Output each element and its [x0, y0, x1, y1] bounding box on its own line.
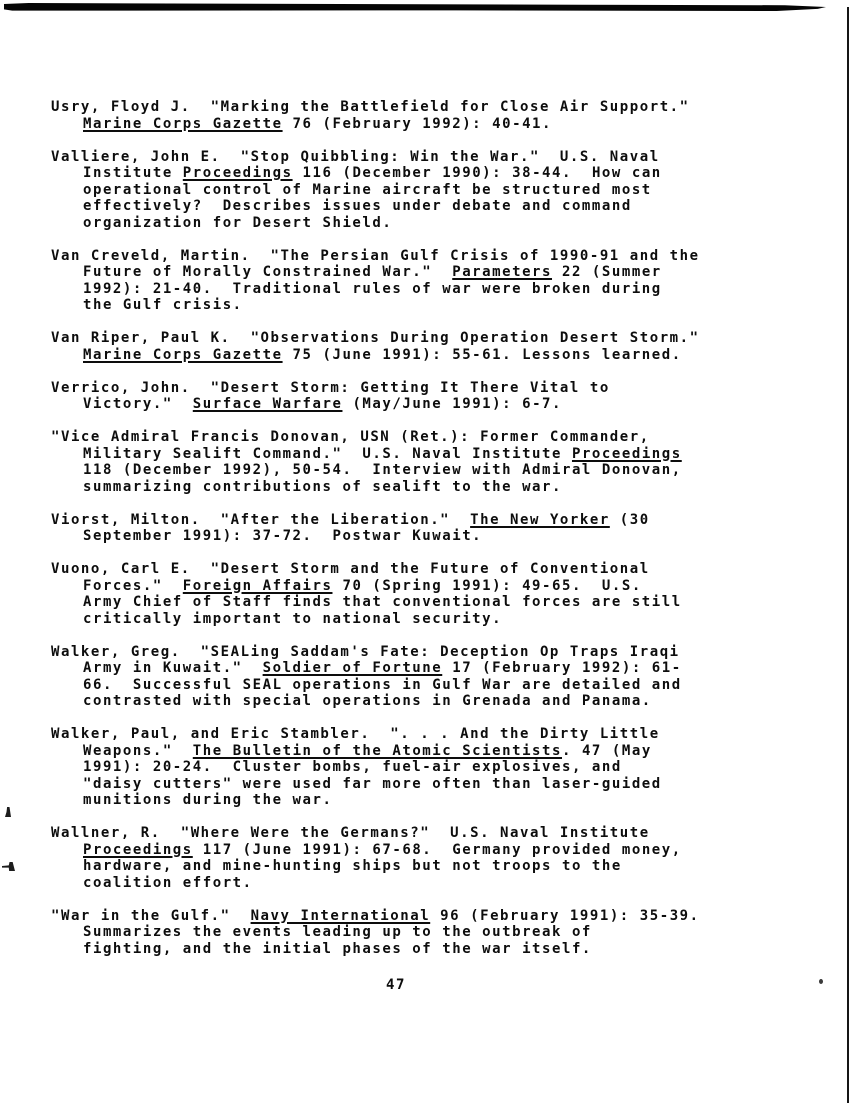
entry-line: [83, 875, 791, 892]
journal-title: Surface Warfare: [192, 396, 343, 412]
journal-title: Navy International: [250, 907, 431, 924]
entry-line: [51, 726, 791, 743]
entry-line: [83, 264, 791, 281]
bibliography-entry: [51, 825, 791, 891]
journal-title: Proceedings: [83, 841, 193, 858]
bibliography-entry: [51, 248, 791, 314]
entry-text: Walker, Greg. "SEALing Saddam's Fate: Deception Op Traps Iraqi: [51, 643, 680, 660]
entry-line: [51, 644, 791, 661]
entry-line: [51, 825, 791, 842]
scan-speck: [2, 862, 15, 871]
entry-line: [83, 941, 791, 958]
entry-text: Summarizes the events leading up to the outbreak of: [83, 924, 592, 940]
entry-text: (May/June 1991): 6-7.: [342, 396, 563, 412]
entry-text: summarizing contributions of sealift to the war.: [83, 478, 562, 495]
entry-line: [83, 462, 791, 479]
entry-line: [83, 347, 791, 364]
entry-text: "daisy cutters" were used far more often than laser-guided: [83, 775, 662, 792]
bibliography-entry: [51, 644, 791, 710]
journal-title: Marine Corps Gazette: [83, 346, 283, 363]
entry-line: [51, 380, 791, 397]
entry-line: [83, 693, 791, 710]
entry-line: [83, 281, 791, 298]
entry-line: [83, 924, 791, 941]
entry-line: [83, 198, 791, 215]
entry-text: 66. Successful SEAL operations in Gulf War are detailed and: [83, 676, 682, 693]
entry-line: [83, 792, 791, 809]
entry-line: [83, 677, 791, 694]
entry-line: [51, 248, 791, 265]
page-number: 47: [386, 977, 406, 993]
entry-text: Future of Morally Constrained War.": [83, 264, 453, 280]
bibliography-entry: [51, 99, 791, 132]
bibliography-entry: [51, 561, 791, 627]
entry-line: [83, 116, 791, 133]
entry-text: 70 (Spring 1991): 49-65. U.S.: [332, 577, 642, 594]
entry-text: Weapons.": [83, 742, 193, 759]
entry-line: [51, 429, 791, 446]
bibliography-entry: [51, 149, 791, 232]
entry-text: 22 (Summer: [552, 264, 662, 280]
entry-text: Army Chief of Staff finds that conventional forces are still: [83, 594, 682, 610]
journal-title: Proceedings: [182, 165, 293, 181]
entry-text: . 47 (May: [562, 742, 652, 759]
entry-text: organization for Desert Shield.: [83, 214, 393, 231]
entry-line: [51, 561, 791, 578]
entry-text: Military Sealift Command." U.S. Naval Institute: [83, 445, 572, 462]
scan-border-top: [4, 3, 826, 11]
journal-title: The New Yorker: [470, 511, 610, 528]
entry-text: 17 (February 1992): 61-: [442, 660, 682, 676]
entry-text: 96 (February 1991): 35-39.: [430, 907, 700, 924]
entry-line: [83, 660, 791, 677]
entry-text: fighting, and the initial phases of the war itself.: [83, 940, 592, 957]
entry-line: [51, 512, 791, 529]
entry-line: [83, 578, 791, 595]
entry-line: [83, 297, 791, 314]
bibliography-entry: [51, 512, 791, 545]
journal-title: Parameters: [452, 264, 553, 280]
bibliography-entry: [51, 908, 791, 958]
entry-text: Institute: [83, 165, 183, 181]
entry-line: [51, 99, 791, 116]
entry-line: [51, 149, 791, 166]
entry-text: Forces.": [83, 577, 183, 594]
bibliography-entry: [51, 429, 791, 495]
journal-title: Marine Corps Gazette: [83, 115, 283, 132]
entry-text: Victory.": [83, 396, 193, 412]
entry-line: [83, 611, 791, 628]
journal-title: Proceedings: [571, 445, 682, 462]
entry-text: 76 (February 1992): 40-41.: [282, 115, 553, 132]
entry-text: Army in Kuwait.": [83, 660, 263, 676]
entry-line: [83, 396, 791, 413]
entry-text: munitions during the war.: [83, 792, 333, 808]
entry-text: Usry, Floyd J. "Marking the Battlefield for Close Air Support.": [51, 99, 690, 115]
entry-line: [83, 858, 791, 875]
entry-text: 75 (June 1991): 55-61. Lessons learned.: [282, 346, 682, 363]
entry-text: 1991): 20-24. Cluster bombs, fuel-air explosives, and: [83, 759, 622, 775]
scan-speck: [819, 979, 823, 984]
entry-line: [83, 842, 791, 859]
entry-line: [83, 215, 791, 232]
entry-line: [83, 446, 791, 463]
entry-line: [83, 776, 791, 793]
entry-line: [51, 330, 791, 347]
entry-line: [83, 594, 791, 611]
entry-text: Verrico, John. "Desert Storm: Getting It There Vital to: [51, 379, 610, 396]
entry-line: [83, 479, 791, 496]
entry-line: [83, 743, 791, 760]
entry-text: 118 (December 1992), 50-54. Interview with Admiral Donovan,: [83, 462, 682, 478]
entry-text: September 1991): 37-72. Postwar Kuwait.: [83, 528, 483, 544]
entry-text: Van Creveld, Martin. "The Persian Gulf Crisis of 1990-91 and the: [51, 247, 700, 264]
entry-line: [83, 528, 791, 545]
bibliography-entry: [51, 330, 791, 363]
entry-text: Wallner, R. "Where Were the Germans?" U.S. Naval Institute: [51, 825, 650, 841]
entry-text: coalition effort.: [83, 874, 253, 891]
entry-line: [51, 908, 791, 925]
entry-text: (30: [609, 511, 650, 528]
entry-text: hardware, and mine-hunting ships but not troops to the: [83, 858, 622, 874]
entry-text: 1992): 21-40. Traditional rules of war were broken during: [83, 280, 662, 297]
journal-title: The Bulletin of the Atomic Scientists: [192, 742, 562, 759]
scan-border-right: [847, 7, 849, 1103]
entry-text: "Vice Admiral Francis Donovan, USN (Ret.): Former Commander,: [51, 429, 650, 445]
entry-line: [83, 165, 791, 182]
entry-line: [83, 759, 791, 776]
entry-text: Valliere, John E. "Stop Quibbling: Win the War." U.S. Naval: [51, 148, 660, 165]
entry-line: [83, 182, 791, 199]
entry-text: "War in the Gulf.": [51, 907, 251, 924]
entry-text: Vuono, Carl E. "Desert Storm and the Future of Conventional: [51, 561, 650, 577]
journal-title: Foreign Affairs: [182, 577, 333, 594]
entry-text: critically important to national security.: [83, 610, 503, 627]
entry-text: 117 (June 1991): 67-68. Germany provided money,: [192, 841, 682, 858]
bibliography-list: [51, 99, 791, 974]
entry-text: Van Riper, Paul K. "Observations During Operation Desert Storm.": [51, 330, 700, 346]
entry-text: operational control of Marine aircraft be structured most: [83, 181, 652, 198]
entry-text: contrasted with special operations in Grenada and Panama.: [83, 693, 652, 709]
scan-speck: [5, 807, 11, 817]
entry-text: Viorst, Milton. "After the Liberation.": [51, 511, 471, 528]
journal-title: Soldier of Fortune: [262, 660, 443, 676]
entry-text: 116 (December 1990): 38-44. How can: [292, 165, 662, 181]
entry-text: effectively? Describes issues under debate and command: [83, 198, 632, 214]
bibliography-entry: [51, 380, 791, 413]
bibliography-entry: [51, 726, 791, 809]
entry-text: Walker, Paul, and Eric Stambler. ". . . And the Dirty Little: [51, 726, 660, 742]
entry-text: the Gulf crisis.: [83, 297, 243, 313]
